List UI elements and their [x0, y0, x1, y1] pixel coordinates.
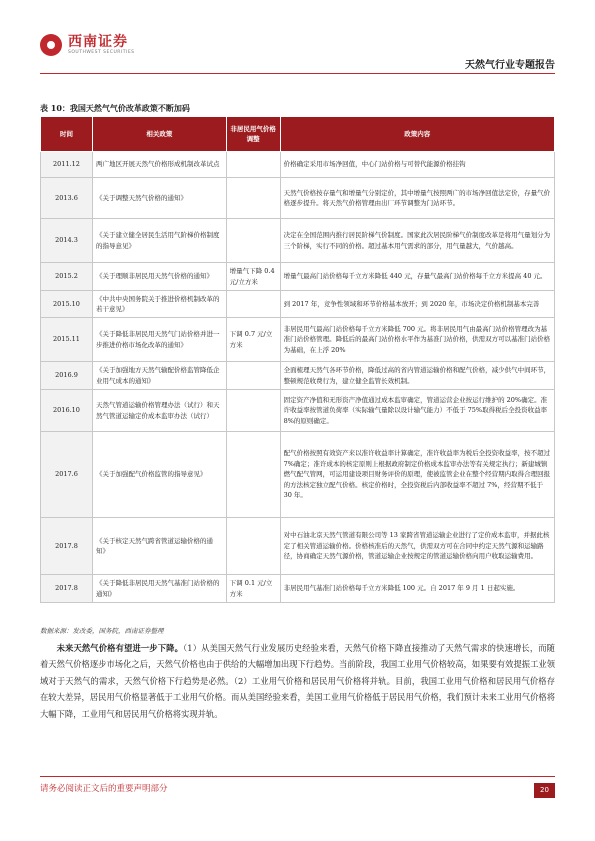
page-header [40, 30, 555, 70]
cell-adjust [226, 219, 280, 263]
cell-time: 2017.8 [41, 518, 93, 575]
table-row [41, 152, 555, 178]
table-title: 表 10：我国天然气气价改革政策不断加码 [40, 103, 190, 113]
cell-content: 决定在全国范围内推行居民阶梯气价制度。国家此次居民阶梯气价制度改革是将用气量划分为三个阶梯，实行不同的价格。超过基本用气需求的部分，用气量越大，气价越高。 [280, 219, 554, 263]
company-logo [40, 34, 135, 56]
body-text: （1）从美国天然气行业发展历史经验来看，天然气价格下降直接推动了天然气需求的快速增长，而随着天然气价格逐步市场化之后，天然气价格也由于供给的大幅增加出现下行趋势。当前阶段，我国工业用气价格较高，如果要有效提振工业领域对于天然气的需求，天然气价格下行趋势是必然。（2）工业用气价格和居民用气价格将并轨。目前，我国工业用气价格和居民用气价格存在较大差异，居民用气价格显著低于工业用气价格。而从美国经验来看，美国工业用气价格低于居民用气价格，我们预计未来工业用气价格将大幅下降，工业用气和居民用气价格将实现并轨。 [40, 643, 555, 719]
report-title: 天然气行业专题报告 [465, 60, 555, 71]
table-row [41, 390, 555, 432]
header-divider [40, 73, 555, 74]
table-row [41, 432, 555, 518]
cell-policy: 《关于加强配气价格监管的指导意见》 [92, 432, 226, 518]
cell-adjust [226, 178, 280, 219]
logo-mark-icon [40, 34, 62, 56]
cell-content: 对中石油北京天然气管道有限公司等 13 家跨省管道运输企业进行了定价成本监审，并据此核定了相关管道运输价格。价格核准后的天然气，供需双方可在合同中约定天然气源和运输路径，协商确定天然气源价格，管道运输企业按规定的管道运输价格向用户收取运输费用。 [280, 518, 554, 575]
cell-time: 2015.10 [41, 291, 93, 318]
cell-adjust: 下调 0.1 元/立方米 [226, 575, 280, 603]
cell-time: 2015.11 [41, 318, 93, 362]
cell-policy: 《关于降低非居民用天然气基准门站价格的通知》 [92, 575, 226, 603]
cell-adjust [226, 432, 280, 518]
cell-adjust [226, 390, 280, 432]
header-time: 时间 [41, 117, 93, 152]
cell-policy: 《关于调整天然气价格的通知》 [92, 178, 226, 219]
cell-content: 配气价格按照有效资产来以准许收益率计算确定，准许收益率为税后全投资收益率，按不超过 7%确定；准许成本的核定原则上根据政府制定价格成本监审办法等有关规定执行；新建城镇燃气配气管网，可运用建设项目财务评价的原理，使被监管企业在整个经营期内取得合理回报的方法核定独立配气价格。核定价格时，全投资税后内部收益率不超过 7%，经营期不低于 30 年。 [280, 432, 554, 518]
header-content: 政策内容 [280, 117, 554, 152]
table-row [41, 178, 555, 219]
cell-time: 2013.6 [41, 178, 93, 219]
cell-policy: 《关于加强地方天然气输配价格监管降低企业用气成本的通知》 [92, 362, 226, 390]
table-row [41, 518, 555, 575]
logo-name-en: SOUTHWEST SECURITIES [68, 50, 135, 55]
cell-time: 2016.9 [41, 362, 93, 390]
page-number: 20 [534, 783, 555, 798]
cell-adjust: 增量气下降 0.4元/立方米 [226, 263, 280, 291]
cell-content: 增量气最高门站价格每千立方米降低 440 元，存量气最高门站价格每千立方米提高 40 元。 [280, 263, 554, 291]
cell-adjust [226, 518, 280, 575]
cell-adjust: 下调 0.7 元/立方米 [226, 318, 280, 362]
cell-policy: 《关于降低非居民用天然气门站价格并进一步推进价格市场化改革的通知》 [92, 318, 226, 362]
logo-name-cn: 西南证券 [68, 34, 128, 50]
table-row [41, 318, 555, 362]
cell-policy: 《关于理顺非居民用天然气价格的通知》 [92, 263, 226, 291]
body-paragraph [40, 640, 555, 722]
cell-adjust [226, 152, 280, 178]
cell-policy: 两广地区开展天然气价格形成机制改革试点 [92, 152, 226, 178]
table-row [41, 362, 555, 390]
cell-policy: 天然气管道运输价格管理办法（试行）和天然气管道运输定价成本监审办法（试行） [92, 390, 226, 432]
header-adjust: 非居民用气价格调整 [226, 117, 280, 152]
cell-policy: 《关于建立健全居民生活用气阶梯价格制度的指导意见》 [92, 219, 226, 263]
cell-content: 全面梳理天然气各环节价格，降低过高的省内管道运输价格和配气价格，减少供气中间环节，整顿规范收费行为，建立健全监管长效机制。 [280, 362, 554, 390]
cell-content: 天然气价格按存量气和增量气分别定价，其中增量气按照两广的市场净回值法定价，存量气价格逐步提升。将天然气价格管理由出厂环节调整为门站环节。 [280, 178, 554, 219]
cell-time: 2011.12 [41, 152, 93, 178]
cell-time: 2017.8 [41, 575, 93, 603]
cell-time: 2015.2 [41, 263, 93, 291]
cell-content: 固定资产净值和无形资产净值通过成本监审确定，管道运营企业按运行维护的 20%确定。准许收益率按管道负荷率（实际输气量除以设计输气能力）不低于 75%取得税后全投资收益率 8%的原则确定。 [280, 390, 554, 432]
table-row [41, 291, 555, 318]
cell-content: 到 2017 年，竞争性领域和环节价格基本放开；到 2020 年，市场决定价格机制基本完善 [280, 291, 554, 318]
cell-time: 2014.3 [41, 219, 93, 263]
cell-policy: 《关于核定天然气跨省管道运输价格的通知》 [92, 518, 226, 575]
table-header-row [41, 117, 555, 152]
cell-time: 2017.6 [41, 432, 93, 518]
table-row [41, 575, 555, 603]
cell-adjust [226, 291, 280, 318]
cell-time: 2016.10 [41, 390, 93, 432]
body-lead: 未来天然气价格有望进一步下降。 [56, 643, 184, 653]
cell-policy: 《中共中央国务院关于推进价格机制改革的若干意见》 [92, 291, 226, 318]
table-source: 数据来源：发改委，国务院，西南证券整理 [40, 627, 164, 635]
disclaimer-notice: 请务必阅读正文后的重要声明部分 [40, 784, 168, 794]
cell-content: 非居民用气基准门站价格每千立方米降低 100 元。自 2017 年 9 月 1 日起实施。 [280, 575, 554, 603]
header-policy: 相关政策 [92, 117, 226, 152]
cell-content: 价格确定采用市场净回值，中心门站价格与可替代能源价格挂钩 [280, 152, 554, 178]
cell-content: 非居民用气最高门站价格每千立方米降低 700 元。将非居民用气由最高门站价格管理改为基准门站价格管理。降低后的最高门站价格水平作为基准门站价格，供需双方可以基准门站价格为基础，在上浮 20% [280, 318, 554, 362]
table-row [41, 263, 555, 291]
cell-adjust [226, 362, 280, 390]
policy-table [40, 116, 555, 603]
footer-divider [40, 776, 555, 777]
table-row [41, 219, 555, 263]
